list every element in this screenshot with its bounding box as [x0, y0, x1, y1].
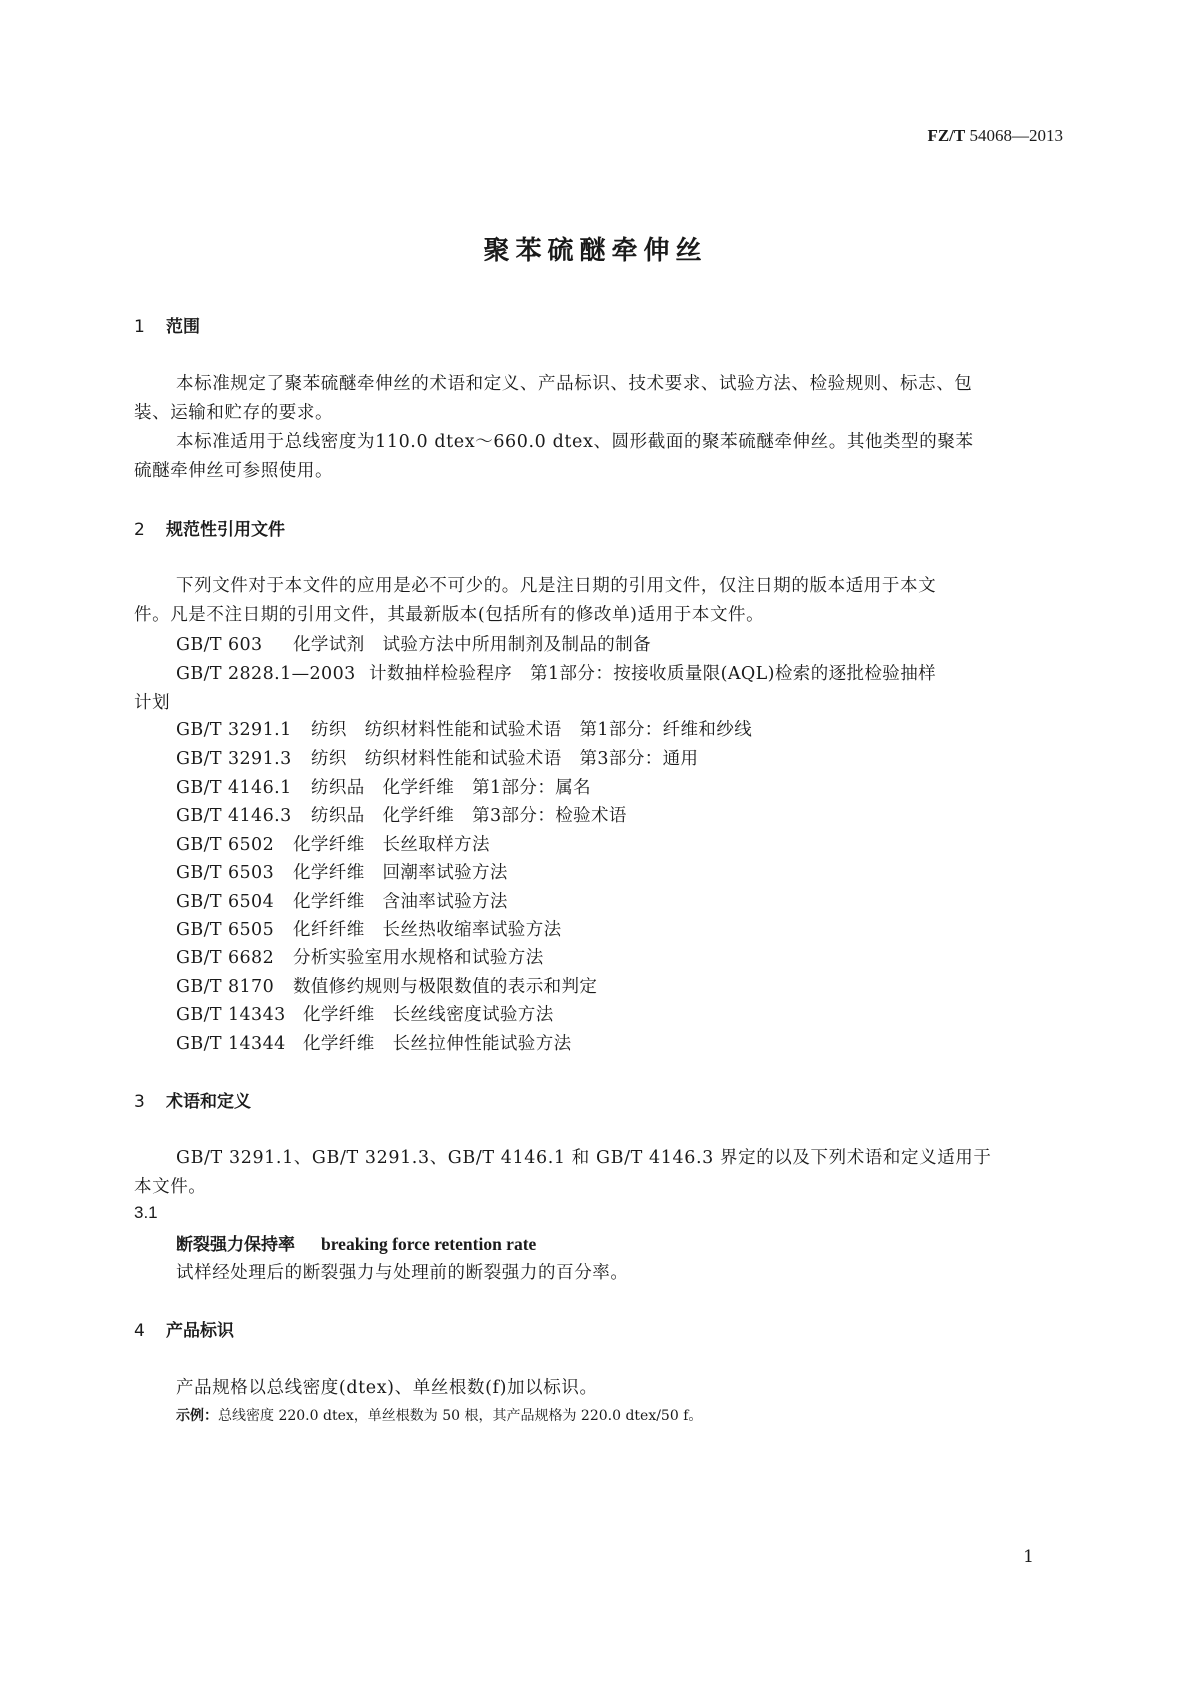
- standard-code-number: 54068—2013: [969, 126, 1063, 145]
- reference-code: GB/T 8170: [176, 977, 275, 997]
- section-number: 2: [134, 520, 145, 540]
- reference-title: 化学试剂 试验方法中所用制剂及制品的制备: [293, 635, 651, 655]
- reference-item: [176, 1001, 554, 1026]
- s2-paragraph-line-1: 下列文件对于本文件的应用是必不可少的。凡是注日期的引用文件，仅注日期的版本适用于本文: [176, 576, 937, 596]
- section-title: 规范性引用文件: [166, 520, 285, 540]
- reference-item: [176, 859, 508, 884]
- example-text: 总线密度 220.0 dtex，单丝根数为 50 根，其产品规格为 220.0 dtex/50 f。: [218, 1408, 703, 1424]
- s1-paragraph-1-line-2: 装、运输和贮存的要求。: [134, 403, 334, 423]
- s1-paragraph-2-line-1: 本标准适用于总线密度为110.0 dtex～660.0 dtex、圆形截面的聚苯硫醚牵伸丝。其他类型的聚苯: [176, 432, 974, 452]
- s4-paragraph: 产品规格以总线密度(dtex)、单丝根数(f)加以标识。: [176, 1378, 598, 1398]
- reference-item: [176, 916, 562, 941]
- reference-code: GB/T 3291.1: [176, 720, 292, 740]
- section-title: 术语和定义: [166, 1092, 251, 1112]
- reference-code: GB/T 14343: [176, 1005, 286, 1025]
- s3-paragraph-line-1: GB/T 3291.1、GB/T 3291.3、GB/T 4146.1 和 GB/T 4146.3 界定的以及下列术语和定义适用于: [176, 1148, 992, 1168]
- reference-code: GB/T 6682: [176, 948, 275, 968]
- section-number: 3: [134, 1092, 145, 1112]
- reference-code: GB/T 4146.3: [176, 806, 292, 826]
- reference-code: GB/T 2828.1—2003: [176, 664, 356, 684]
- section-4-heading: [134, 1316, 234, 1341]
- reference-item: [176, 944, 544, 969]
- reference-item: [176, 660, 936, 685]
- reference-item: [176, 774, 591, 799]
- reference-code: GB/T 6502: [176, 835, 275, 855]
- term-english: breaking force retention rate: [321, 1234, 537, 1254]
- term-definition: 试样经处理后的断裂强力与处理前的断裂强力的百分率。: [176, 1263, 629, 1283]
- section-number: 4: [134, 1321, 145, 1341]
- term-entry: [176, 1230, 536, 1255]
- reference-code: GB/T 6504: [176, 892, 275, 912]
- reference-continuation: 计划: [134, 693, 171, 713]
- reference-title: 化纤纤维 长丝热收缩率试验方法: [293, 920, 562, 940]
- reference-title: 计数抽样检验程序 第1部分：按接收质量限(AQL)检索的逐批检验抽样: [369, 664, 936, 684]
- term-chinese: 断裂强力保持率: [176, 1235, 295, 1255]
- reference-title: 化学纤维 长丝拉伸性能试验方法: [303, 1034, 572, 1054]
- reference-title: 纺织品 化学纤维 第1部分：属名: [311, 778, 592, 798]
- standard-code: [927, 126, 1063, 146]
- section-title: 范围: [166, 317, 200, 337]
- subclause-number: 3.1: [134, 1203, 158, 1222]
- reference-title: 数值修约规则与极限数值的表示和判定: [293, 977, 598, 997]
- reference-title: 纺织品 化学纤维 第3部分：检验术语: [311, 806, 627, 826]
- reference-item: [176, 888, 508, 913]
- section-number: 1: [134, 317, 145, 337]
- reference-title: 化学纤维 含油率试验方法: [293, 892, 508, 912]
- reference-item: [176, 745, 698, 770]
- example-note: [176, 1405, 702, 1425]
- section-2-heading: [134, 515, 285, 540]
- section-title: 产品标识: [166, 1321, 234, 1341]
- document-title: 聚苯硫醚牵伸丝: [483, 236, 708, 266]
- reference-item: [176, 716, 752, 741]
- reference-title: 化学纤维 回潮率试验方法: [293, 863, 508, 883]
- example-label: 示例：: [176, 1408, 218, 1424]
- reference-title: 化学纤维 长丝线密度试验方法: [303, 1005, 554, 1025]
- reference-item: [176, 831, 490, 856]
- s1-paragraph-2-line-2: 硫醚牵伸丝可参照使用。: [134, 461, 334, 481]
- reference-title: 分析实验室用水规格和试验方法: [293, 948, 544, 968]
- reference-code: GB/T 14344: [176, 1034, 286, 1054]
- section-3-heading: [134, 1087, 251, 1112]
- reference-item: [176, 973, 597, 998]
- reference-code: GB/T 603: [176, 635, 263, 655]
- standard-code-prefix: FZ/T: [927, 126, 966, 145]
- reference-item: [176, 802, 627, 827]
- reference-title: 纺织 纺织材料性能和试验术语 第1部分：纤维和纱线: [311, 720, 753, 740]
- reference-code: GB/T 6505: [176, 920, 275, 940]
- page-number: 1: [1023, 1547, 1034, 1567]
- reference-code: GB/T 6503: [176, 863, 275, 883]
- reference-item: [176, 631, 651, 656]
- reference-item: [176, 1030, 572, 1055]
- reference-code: GB/T 4146.1: [176, 778, 292, 798]
- reference-title: 纺织 纺织材料性能和试验术语 第3部分：通用: [311, 749, 699, 769]
- s2-paragraph-line-2: 件。凡是不注日期的引用文件，其最新版本(包括所有的修改单)适用于本文件。: [134, 605, 765, 625]
- s3-paragraph-line-2: 本文件。: [134, 1177, 207, 1197]
- s1-paragraph-1-line-1: 本标准规定了聚苯硫醚牵伸丝的术语和定义、产品标识、技术要求、试验方法、检验规则、标志、包: [176, 374, 973, 394]
- section-1-heading: [134, 312, 200, 337]
- reference-title: 化学纤维 长丝取样方法: [293, 835, 490, 855]
- reference-code: GB/T 3291.3: [176, 749, 292, 769]
